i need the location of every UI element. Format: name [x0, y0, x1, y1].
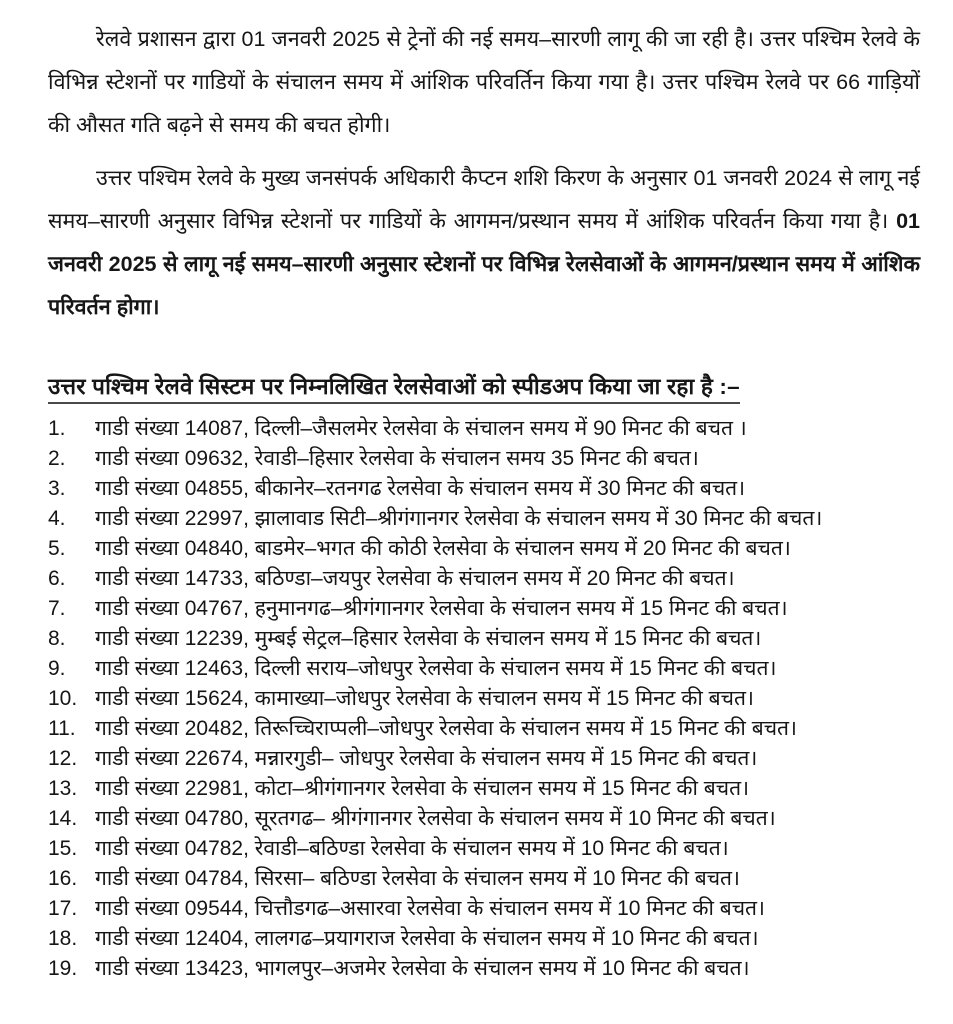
list-item-text: गाडी संख्या 04767, हनुमानगढ–श्रीगंगानगर रेलसेवा के संचालन समय में 15 मिनट की बचत। [95, 597, 788, 620]
list-item-text: गाडी संख्या 22674, मन्नारगुडी– जोधपुर रेलसेवा के संचालन समय में 15 मिनट की बचत। [95, 747, 758, 770]
list-item-text: गाडी संख्या 22997, झालावाड सिटी–श्रीगंगानगर रेलसेवा के संचालन समय में 30 मिनट की बचत। [95, 507, 823, 530]
second-paragraph-normal-text: उत्तर पश्चिम रेलवे के मुख्य जनसंपर्क अधिकारी कैप्टन शशि किरण के अनुसार 01 जनवरी 2024 से लागू नई समय–सारणी अनुसार विभिन्न स्टेशनों पर गाडियों के आगमन/प्रस्थान समय में आंशिक परिवर्तन किया गया है। [48, 166, 920, 233]
list-item-number: 9. [48, 657, 66, 680]
list-item-text: गाडी संख्या 12239, मुम्बई सेट्रल–हिसार रेलसेवा के संचालन समय में 15 मिनट की बचत। [95, 627, 762, 650]
list-item-number: 7. [48, 597, 66, 620]
list-item-text: गाडी संख्या 12404, लालगढ–प्रयागराज रेलसेवा के संचालन समय में 10 मिनट की बचत। [95, 927, 759, 950]
second-paragraph-bold-text: 01 जनवरी 2025 से लागू नई समय–सारणी अनुसार स्टेशनों पर विभिन्न रेलसेवाओं के आगमन/प्रस्थान समय में आंशिक परिवर्तन होगा। [48, 209, 920, 319]
list-item-number: 13. [48, 777, 78, 800]
list-item-text: गाडी संख्या 15624, कामाख्या–जोधपुर रेलसेवा के संचालन समय में 15 मिनट की बचत। [95, 687, 754, 710]
list-item-number: 17. [48, 897, 78, 920]
list-item-number: 5. [48, 537, 66, 560]
list-item-text: गाडी संख्या 22981, कोटा–श्रीगंगानगर रेलसेवा के संचालन समय में 15 मिनट की बचत। [95, 777, 750, 800]
list-item-text: गाडी संख्या 13423, भागलपुर–अजमेर रेलसेवा के संचालन समय में 10 मिनट की बचत। [95, 957, 750, 980]
list-item-text: गाडी संख्या 04855, बीकानेर–रतनगढ रेलसेवा के संचालन समय में 30 मिनट की बचत। [95, 477, 746, 500]
list-item-number: 1. [48, 417, 66, 440]
list-item-text: गाडी संख्या 14087, दिल्ली–जैसलमेर रेलसेवा के संचालन समय में 90 मिनट की बचत । [95, 417, 747, 440]
train-list-item [48, 744, 920, 774]
list-item-text: गाडी संख्या 09544, चित्तौडगढ–असारवा रेलसेवा के संचालन समय में 10 मिनट की बचत। [95, 897, 765, 920]
train-list-item [48, 924, 920, 954]
train-list-item [48, 444, 920, 474]
list-item-number: 3. [48, 477, 66, 500]
train-list-item [48, 894, 920, 924]
list-item-text: गाडी संख्या 09632, रेवाडी–हिसार रेलसेवा के संचालन समय 35 मिनट की बचत। [95, 447, 699, 470]
list-item-number: 15. [48, 837, 78, 860]
list-item-number: 12. [48, 747, 78, 770]
train-list-item [48, 474, 920, 504]
train-list-item [48, 954, 920, 984]
list-item-number: 2. [48, 447, 66, 470]
speedup-section-heading [48, 369, 920, 405]
list-item-text: गाडी संख्या 04784, सिरसा– बठिण्डा रेलसेवा के संचालन समय में 10 मिनट की बचत। [95, 867, 740, 890]
train-list-item [48, 414, 920, 444]
train-list-item [48, 864, 920, 894]
train-list-item [48, 774, 920, 804]
train-list-item [48, 594, 920, 624]
list-item-number: 6. [48, 567, 66, 590]
list-item-text: गाडी संख्या 14733, बठिण्डा–जयपुर रेलसेवा के संचालन समय में 20 मिनट की बचत। [95, 567, 735, 590]
second-paragraph [48, 157, 920, 329]
train-list-item [48, 684, 920, 714]
train-list-item [48, 624, 920, 654]
train-list-item [48, 714, 920, 744]
speedup-heading-text: उत्तर पश्चिम रेलवे सिस्टम पर निम्नलिखित रेलसेवाओं को स्पीडअप किया जा रहा है :– [48, 374, 740, 404]
train-list-item [48, 804, 920, 834]
list-item-number: 11. [48, 717, 76, 740]
list-item-number: 19. [48, 957, 78, 980]
list-item-text: गाडी संख्या 04840, बाडमेर–भगत की कोठी रेलसेवा के संचालन समय में 20 मिनट की बचत। [95, 537, 791, 560]
list-item-number: 10. [48, 687, 78, 710]
list-item-number: 14. [48, 807, 78, 830]
list-item-text: गाडी संख्या 04780, सूरतगढ– श्रीगंगानगर रेलसेवा के संचालन समय में 10 मिनट की बचत। [95, 807, 776, 830]
list-item-number: 4. [48, 507, 66, 530]
train-list-item [48, 834, 920, 864]
list-item-number: 16. [48, 867, 78, 890]
list-item-text: गाडी संख्या 20482, तिरूच्चिराप्पली–जोधपुर रेलसेवा के संचालन समय में 15 मिनट की बचत। [95, 717, 797, 740]
list-item-number: 8. [48, 627, 66, 650]
speedup-train-list [48, 414, 920, 984]
list-item-text: गाडी संख्या 12463, दिल्ली सराय–जोधपुर रेलसेवा के संचालन समय में 15 मिनट की बचत। [95, 657, 777, 680]
train-list-item [48, 654, 920, 684]
intro-paragraph: रेलवे प्रशासन द्वारा 01 जनवरी 2025 से ट्रेनों की नई समय–सारणी लागू की जा रही है। उत्तर पश्चिम रेलवे के विभिन्न स्टेशनों पर गाडियों के संचालन समय में आंशिक परिवर्तिन किया गया है। उत्तर पश्चिम रेलवे पर 66 गाड़ियों की औसत गति बढ़ने से समय की बचत होगी। [48, 27, 920, 137]
list-item-number: 18. [48, 927, 78, 950]
train-list-item [48, 534, 920, 564]
train-list-item [48, 564, 920, 594]
train-list-item [48, 504, 920, 534]
list-item-text: गाडी संख्या 04782, रेवाडी–बठिण्डा रेलसेवा के संचालन समय में 10 मिनट की बचत। [95, 837, 729, 860]
